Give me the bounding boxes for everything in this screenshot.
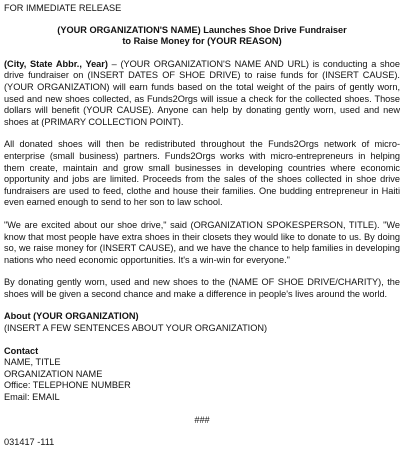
end-mark: ###: [194, 414, 210, 425]
paragraph-closing: By donating gently worn, used and new shoes to the (NAME OF SHOE DRIVE/CHARITY), the shoes will be given a second chance and make a difference in people's lives around the world.: [4, 277, 400, 299]
paragraph-quote: "We are excited about our shoe drive," said (ORGANIZATION SPOKESPERSON, TITLE). "We know that most people have extra shoes in their closets they would like to donate to us. By doing so, we raise money for (INSERT CAUSE), and we have the chance to help families in developing nations who need economic opportunities. It's a win-win for everyone.": [4, 219, 400, 265]
contact-email: Email: EMAIL: [4, 392, 60, 403]
about-body: (INSERT A FEW SENTENCES ABOUT YOUR ORGANIZATION): [4, 323, 268, 334]
document-code: 031417 -111: [4, 437, 55, 448]
headline: [4, 25, 400, 48]
about-section: [4, 311, 400, 334]
contact-office: Office: TELEPHONE NUMBER: [4, 380, 131, 391]
headline-line-2: to Raise Money for (YOUR REASON): [122, 36, 282, 47]
paragraph-intro: [4, 59, 400, 129]
headline-line-1: (YOUR ORGANIZATION'S NAME) Launches Shoe Drive Fundraiser: [57, 24, 347, 35]
contact-name: NAME, TITLE: [4, 357, 61, 368]
intro-body: – (YOUR ORGANIZATION'S NAME AND URL) is conducting a shoe drive fundraiser on (INSERT DATES OF SHOE DRIVE) to raise funds for (INSERT CAUSE). (YOUR ORGANIZATION) will earn funds based on the total weight of the pairs of gently worn, used and new shoes collected, as Funds2Orgs will issue a check for the collected shoes. Those dollars will benefit (YOUR CAUSE). Anyone can help by donating gently worn, used and new shoes at (PRIMARY COLLECTION POINT).: [4, 58, 400, 127]
contact-heading: Contact: [4, 345, 39, 356]
contact-org: ORGANIZATION NAME: [4, 368, 103, 379]
contact-section: [4, 346, 400, 404]
dateline: (City, State Abbr., Year): [4, 58, 108, 69]
release-label: FOR IMMEDIATE RELEASE: [4, 3, 122, 13]
about-heading: About (YOUR ORGANIZATION): [4, 311, 139, 322]
paragraph-redistribution: All donated shoes will then be redistributed throughout the Funds2Orgs network of micro-enterprise (small business) partners. Funds2Orgs works with micro-entrepreneurs in helping them create, maintain and grow small businesses in developing countries where economic opportunity and jobs are limited. Proceeds from the sales of the shoes collected in shoe drive fundraisers are used to feed, clothe and house their families. One budding entrepreneur in Haiti even earned enough to send to her son to law school.: [4, 139, 400, 208]
